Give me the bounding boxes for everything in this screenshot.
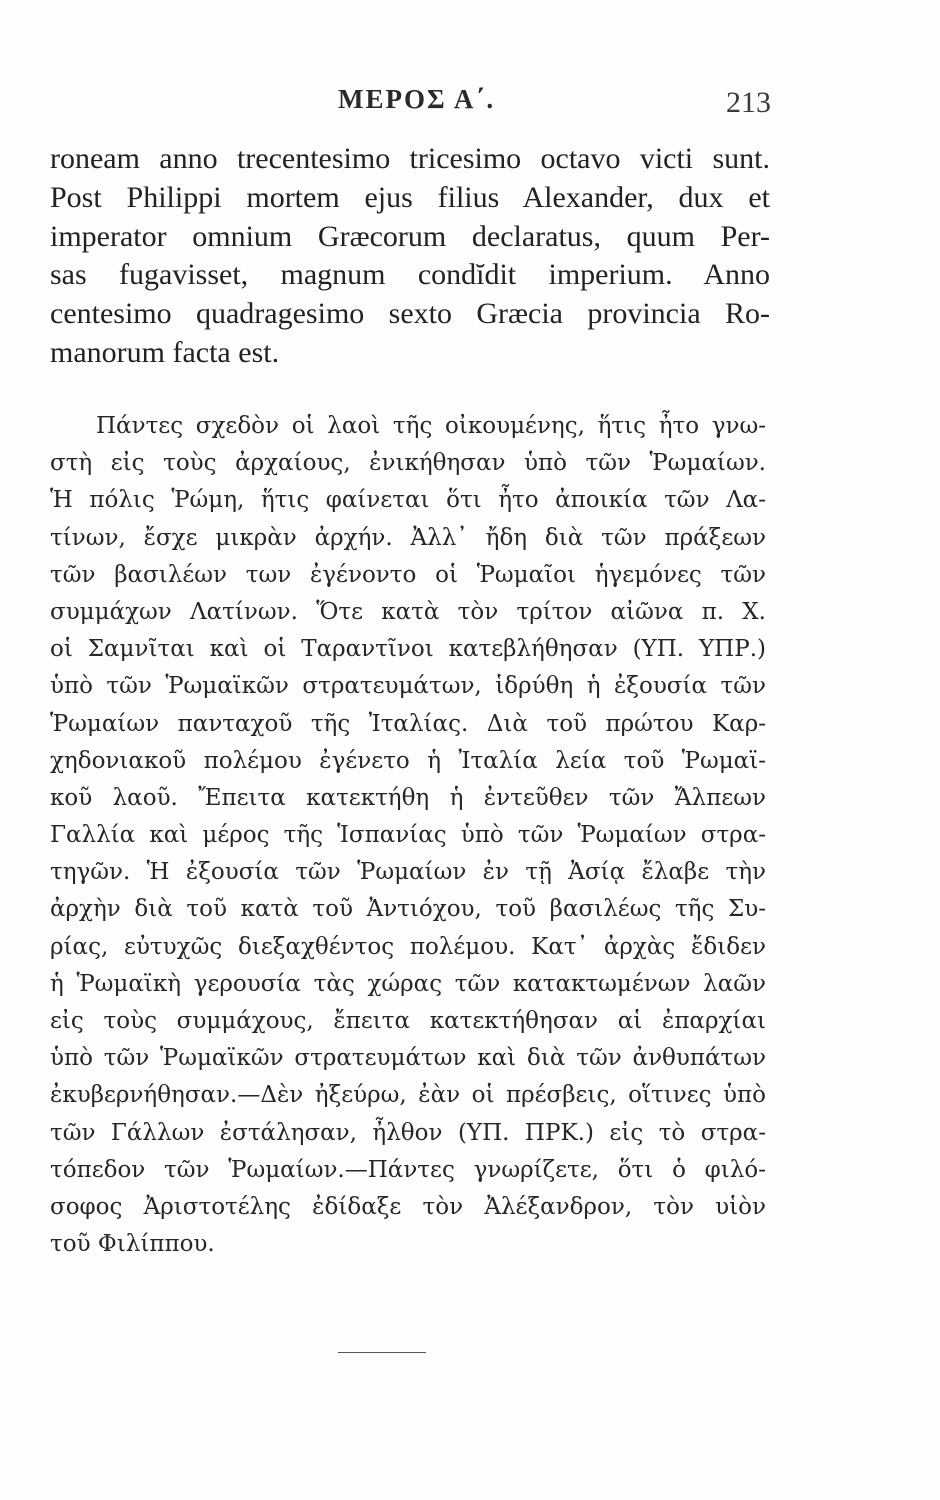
latin-line: sas fugavisset, magnum condĭdit imperium. Anno [50, 258, 770, 292]
greek-line: χηδονιακοῦ πολέμου ἐγένετο ἡ Ἰταλία λεία τοῦ Ῥωμαϊ- [50, 747, 766, 774]
greek-line: τηγῶν. Ἡ ἐξουσία τῶν Ῥωμαίων ἐν τῇ Ἀσίᾳ ἔλαβε τὴν [50, 859, 766, 886]
greek-line: Πάντες σχεδὸν οἱ λαοὶ τῆς οἰκουμένης, ἥτις ἦτο γνω- [96, 413, 766, 439]
greek-line: σοφος Ἀριστοτέλης ἐδίδαξε τὸν Ἀλέξανδρον, τὸν υἱὸν [50, 1193, 766, 1220]
page-number: 213 [726, 86, 771, 119]
greek-line: συμμάχων Λατίνων. Ὅτε κατὰ τὸν τρίτον αἰῶνα π. Χ. [50, 598, 766, 625]
greek-line: ὑπὸ τῶν Ῥωμαϊκῶν στρατευμάτων, ἱδρύθη ἡ ἐξουσία τῶν [50, 673, 766, 700]
greek-line: ἐκυβερνήθησαν.—Δὲν ἠξεύρω, ἐὰν οἱ πρέσβεις, οἵτινες ὑπὸ [50, 1082, 766, 1109]
end-rule [338, 1352, 426, 1353]
latin-line: manorum facta est. [50, 335, 280, 369]
greek-line: τῶν βασιλέων των ἐγένοντο οἱ Ῥωμαῖοι ἡγεμόνες τῶν [50, 561, 766, 588]
greek-line: ὑπὸ τῶν Ῥωμαϊκῶν στρατευμάτων καὶ διὰ τῶν ἀνθυπάτων [50, 1045, 766, 1072]
greek-line: ρίας, εὐτυχῶς διεξαχθέντος πολέμου. Κατ᾽ ἀρχὰς ἔδιδεν [50, 933, 766, 960]
greek-line: τῶν Γάλλων ἐστάλησαν, ἦλθον (ΥΠ. ΠΡΚ.) εἰς τὸ στρα- [50, 1119, 766, 1146]
latin-line: imperator omnium Græcorum declaratus, quum Per- [50, 219, 770, 253]
greek-line: κοῦ λαοῦ. Ἔπειτα κατεκτήθη ἡ ἐντεῦθεν τῶν Ἄλπεων [50, 784, 766, 811]
greek-line: Ἡ πόλις Ῥώμη, ἥτις φαίνεται ὅτι ἦτο ἀποικία τῶν Λα- [50, 487, 766, 514]
latin-line: roneam anno trecentesimo tricesimo octavo victi sunt. [50, 142, 770, 175]
running-title: ΜΕΡΟΣ Α΄. [338, 84, 496, 114]
greek-paragraph [50, 408, 766, 1263]
latin-line: centesimo quadragesimo sexto Græcia provincia Ro- [50, 297, 770, 331]
latin-line: Post Philippi mortem ejus filius Alexander, dux et [50, 180, 770, 214]
running-head [0, 84, 940, 124]
greek-line: στὴ εἰς τοὺς ἀρχαίους, ἐνικήθησαν ὑπὸ τῶν Ῥωμαίων. [50, 450, 766, 477]
greek-line: εἰς τοὺς συμμάχους, ἔπειτα κατεκτήθησαν αἱ ἐπαρχίαι [50, 1008, 766, 1034]
greek-line: Γαλλία καὶ μέρος τῆς Ἱσπανίας ὑπὸ τῶν Ῥωμαίων στρα- [50, 822, 766, 849]
greek-line: ἀρχὴν διὰ τοῦ κατὰ τοῦ Ἀντιόχου, τοῦ βασιλέως τῆς Συ- [50, 896, 766, 923]
greek-line: τίνων, ἔσχε μικρὰν ἀρχήν. Ἀλλ᾽ ἤδη διὰ τῶν πράξεων [50, 524, 766, 551]
greek-line: Ῥωμαίων πανταχοῦ τῆς Ἰταλίας. Διὰ τοῦ πρώτου Καρ- [50, 710, 766, 737]
greek-line: τοῦ Φιλίππου. [50, 1231, 215, 1258]
greek-line: οἱ Σαμνῖται καὶ οἱ Ταραντῖνοι κατεβλήθησαν (ΥΠ. ΥΠΡ.) [50, 636, 766, 663]
greek-line: ἡ Ῥωμαϊκὴ γερουσία τὰς χώρας τῶν κατακτωμένων λαῶν [50, 970, 766, 997]
latin-paragraph [50, 140, 770, 373]
greek-line: τόπεδον τῶν Ῥωμαίων.—Πάντες γνωρίζετε, ὅτι ὁ φιλό- [50, 1156, 766, 1183]
